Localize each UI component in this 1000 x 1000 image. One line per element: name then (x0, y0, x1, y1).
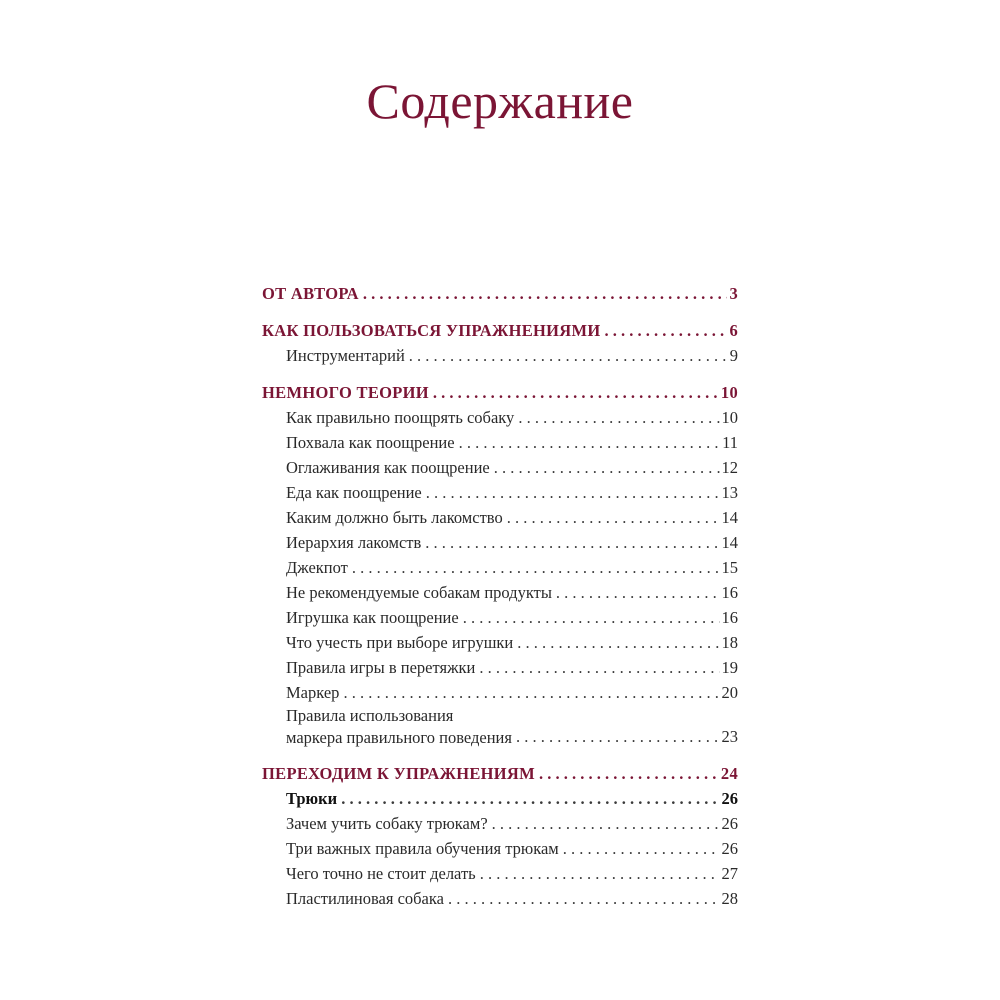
dot-leader (605, 318, 728, 343)
dot-leader (563, 836, 720, 861)
toc-page-number: 15 (721, 558, 738, 577)
toc-page-number: 11 (722, 433, 738, 452)
dot-leader (448, 886, 720, 911)
toc-heading-theory[interactable] (262, 380, 738, 405)
toc-item[interactable] (262, 580, 738, 605)
dot-leader (343, 680, 719, 705)
dot-leader (516, 724, 720, 749)
toc-page-number: 26 (721, 814, 738, 833)
dot-leader (507, 505, 720, 530)
toc-item-label: Трюки (286, 789, 338, 808)
dot-leader (517, 630, 719, 655)
toc-item-label: Что учесть при выборе игрушки (286, 633, 514, 652)
toc-page-number: 14 (721, 508, 738, 527)
dot-leader (494, 455, 720, 480)
toc-heading-exercises[interactable] (262, 761, 738, 786)
toc-page-number: 14 (721, 533, 738, 552)
toc-page-number: 16 (721, 583, 738, 602)
dot-leader (433, 380, 719, 405)
dot-leader (363, 281, 728, 306)
toc-item-label-line1: Правила использования (286, 706, 454, 725)
dot-leader (341, 786, 719, 811)
dot-leader (492, 811, 720, 836)
toc-item-label: Пластилиновая собака (286, 889, 444, 908)
toc-item[interactable] (262, 886, 738, 911)
toc-item[interactable] (262, 861, 738, 886)
toc-page-number: 26 (721, 839, 738, 858)
toc-item[interactable] (262, 655, 738, 680)
dot-leader (518, 405, 719, 430)
dot-leader (479, 655, 719, 680)
toc-item-label: Не рекомендуемые собакам продукты (286, 583, 552, 602)
toc-page-number: 24 (720, 764, 738, 783)
dot-leader (539, 761, 719, 786)
toc-item-label: Оглаживания как поощрение (286, 458, 490, 477)
toc-subheading-tricks[interactable] (262, 786, 738, 811)
toc-item[interactable] (262, 430, 738, 455)
dot-leader (352, 555, 720, 580)
toc-item[interactable] (262, 605, 738, 630)
toc-item-label: Каким должно быть лакомство (286, 508, 503, 527)
toc-item-label (286, 705, 512, 749)
dot-leader (556, 580, 720, 605)
toc-item[interactable] (262, 480, 738, 505)
toc-page-number: 27 (721, 864, 738, 883)
dot-leader (463, 605, 720, 630)
toc-section-exercises (262, 761, 738, 911)
toc-item[interactable] (262, 630, 738, 655)
toc-heading-label: ПЕРЕХОДИМ К УПРАЖНЕНИЯМ (262, 764, 536, 783)
toc-item[interactable] (262, 343, 738, 368)
toc-item-label: Еда как поощрение (286, 483, 422, 502)
toc-page-number: 6 (729, 321, 738, 340)
toc-item-label: Игрушка как поощрение (286, 608, 459, 627)
toc-item-label: Чего точно не стоит делать (286, 864, 476, 883)
toc-page-number: 28 (721, 889, 738, 908)
dot-leader (409, 343, 728, 368)
toc-item-label-line2: маркера правильного поведения (286, 728, 512, 747)
toc-item-label: Как правильно поощрять собаку (286, 408, 515, 427)
toc-section-theory (262, 380, 738, 749)
toc-page-number: 18 (721, 633, 738, 652)
toc-page-number: 26 (721, 789, 738, 808)
toc-item-label: Похвала как поощрение (286, 433, 455, 452)
toc-item[interactable] (262, 555, 738, 580)
toc-item-label: Правила игры в перетяжки (286, 658, 476, 677)
toc-item[interactable] (262, 811, 738, 836)
toc-page-number: 9 (729, 346, 738, 365)
toc-page-number: 10 (721, 408, 738, 427)
toc-page-number: 16 (721, 608, 738, 627)
toc-heading-label: КАК ПОЛЬЗОВАТЬСЯ УПРАЖНЕНИЯМИ (262, 321, 601, 340)
toc-heading-label: ОТ АВТОРА (262, 284, 359, 303)
toc-heading-author[interactable] (262, 281, 738, 306)
dot-leader (426, 480, 720, 505)
toc-page-number: 23 (721, 727, 738, 746)
toc-item[interactable] (262, 836, 738, 861)
table-of-contents (262, 281, 738, 923)
toc-item-label: Иерархия лакомств (286, 533, 422, 552)
toc-section-how-to-use (262, 318, 738, 368)
toc-page-number: 10 (720, 383, 738, 402)
toc-heading-how-to-use[interactable] (262, 318, 738, 343)
toc-item[interactable] (262, 530, 738, 555)
toc-heading-label: НЕМНОГО ТЕОРИИ (262, 383, 429, 402)
toc-item-label: Зачем учить собаку трюкам? (286, 814, 488, 833)
dot-leader (459, 430, 721, 455)
toc-page-number: 12 (721, 458, 738, 477)
toc-item[interactable] (262, 455, 738, 480)
toc-item-label: Джекпот (286, 558, 348, 577)
page-title: Содержание (366, 73, 634, 129)
toc-item[interactable] (262, 705, 738, 749)
toc-page-number: 19 (721, 658, 738, 677)
toc-item-label: Инструментарий (286, 346, 405, 365)
toc-page-number: 13 (721, 483, 738, 502)
toc-item[interactable] (262, 505, 738, 530)
toc-page-number: 3 (729, 284, 738, 303)
toc-section-author (262, 281, 738, 306)
toc-page-number: 20 (721, 683, 738, 702)
toc-item[interactable] (262, 680, 738, 705)
dot-leader (480, 861, 720, 886)
toc-item[interactable] (262, 405, 738, 430)
toc-item-label: Маркер (286, 683, 340, 702)
dot-leader (425, 530, 719, 555)
toc-item-label: Три важных правила обучения трюкам (286, 839, 559, 858)
